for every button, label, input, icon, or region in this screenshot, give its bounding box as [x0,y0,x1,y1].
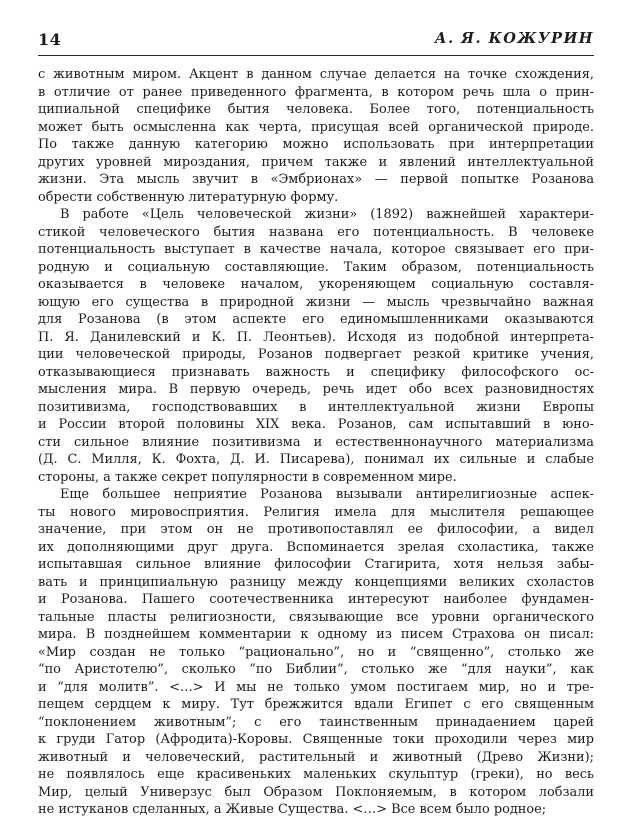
text-line: жизни. Эта мысль звучит в «Эмбрионах» — первой попытке Розанова [38,172,594,187]
text-line: пещем сердцем к миру. Тут брежжится вдали Египет с его священным [38,697,594,712]
text-line: значение, при этом он не противопоставлял ее философии, а видел [38,522,594,537]
paragraph [38,66,594,206]
text-line: Еще большее неприятие Розанова вызывали антирелигиозные аспек- [60,487,594,502]
text-line: ющую его существа в природной жизни — мысль чрезвычайно важная [38,294,594,310]
text-line: ты нового мировосприятия. Религия имела для мыслителя решающее [38,504,594,520]
text-line: По также данную категорию можно использовать при интерпретации [38,137,594,152]
page-header [38,28,594,52]
text-line: мысления мира. В первую очередь, речь идет обо всех разновидностях [38,382,594,397]
text-line: обрести собственную литературную форму. [38,189,339,205]
text-line: (Д. С. Милля, К. Фохта, Д. И. Писарева), понимал их сильные и слабые [38,452,594,467]
text-line: потенциальность выступает в качестве начала, которое связывает его при- [38,242,594,257]
text-line: стороны, а также секрет популярности в современном мире. [38,469,457,485]
text-line: сти сильное влияние позитивизма и естественнонаучного материализма [38,434,594,450]
text-line: ципиальной специфике бытия человека. Более того, потенциальность [38,102,594,117]
text-line: стикой человеческого бытия названа его потенциальность. В человеке [38,224,594,240]
text-line: для Розанова (в этом аспекте его единомышленниками оказываются [38,312,594,327]
text-line: их дополняющими друг друга. Вспоминается зрелая схоластика, также [38,539,594,555]
text-line: и Розанова. Пашего соотечественника интересуют наиболее фундамен- [38,592,594,607]
text-line: отказывающиеся признавать важность и специфику философского ос- [38,364,594,380]
paragraph [38,206,594,486]
text-line: и “для молитв”. <…> И мы не только умом постигаем мир, но и тре- [38,679,594,695]
text-line: вать и принципиальную разницу между концепциями великих схоластов [38,574,594,590]
text-line: “поклонением животным”; с его таинственным принадаением царей [38,714,594,730]
text-line: в отличие от ранее приведенного фрагмента, в котором речь шла о прин- [38,84,594,100]
text-line: к груди Гатор (Афродита)-Коровы. Священные токи проходили через мир [38,732,594,747]
text-line: испытавшая сильное влияние философии Стагирита, хотя нельзя забы- [38,557,594,572]
text-line: П. Я. Данилевский и К. П. Леонтьев). Исходя из подобной интерпрета- [38,329,594,345]
running-head: А. Я. КОЖУРИН [434,30,594,47]
text-line: «Мир создан не только “рационально”, но и “священно”, столько же [38,644,594,660]
text-line: мира. В позднейшем комментарии к одному из писем Страхова он писал: [38,627,594,642]
text-line: с животным миром. Акцент в данном случае делается на точке схождения, [38,67,594,82]
text-line: тальные пласты религиозности, связывающие все уровни органического [38,609,594,625]
text-line: позитивизма, господствовавших в интеллектуальной жизни Европы [38,399,594,415]
text-line: животный и человеческий, растительный и животный (Древо Жизни); [38,749,594,765]
page-number: 14 [38,30,62,49]
text-line: В работе «Цель человеческой жизни» (1892) важнейшей характери- [60,207,594,222]
text-line: оказывается в человеке началом, укореняющем социальную составля- [38,277,594,292]
text-line: Мир, целый Универзус был Образом Поклоняемым, в котором лобзали [38,784,594,800]
text-line: “по Аристотелю”, сколько “по Библии”, столько же “для науки”, как [38,662,594,677]
text-body [38,66,594,819]
text-line: не истуканов сделанных, а Живые Существа. <…> Все всем было родное; [38,802,547,817]
text-line: ции человеческой природы, Розанов подвергает резкой критике учения, [38,347,594,362]
text-line: других уровней мироздания, причем также и явлений интеллектуальной [38,154,594,170]
text-line: может быть осмысленна как черта, присущая всей органической природе. [38,119,594,135]
header-rule [38,55,594,56]
paragraph [38,486,594,819]
text-line: родную и социальную составляющие. Таким образом, потенциальность [38,259,594,275]
text-line: не появлялось еще красивеньких маленьких скульптур (греки), но весь [38,767,594,782]
text-line: и России второй половины XIX века. Розанов, сам испытавший в юно- [38,417,594,432]
